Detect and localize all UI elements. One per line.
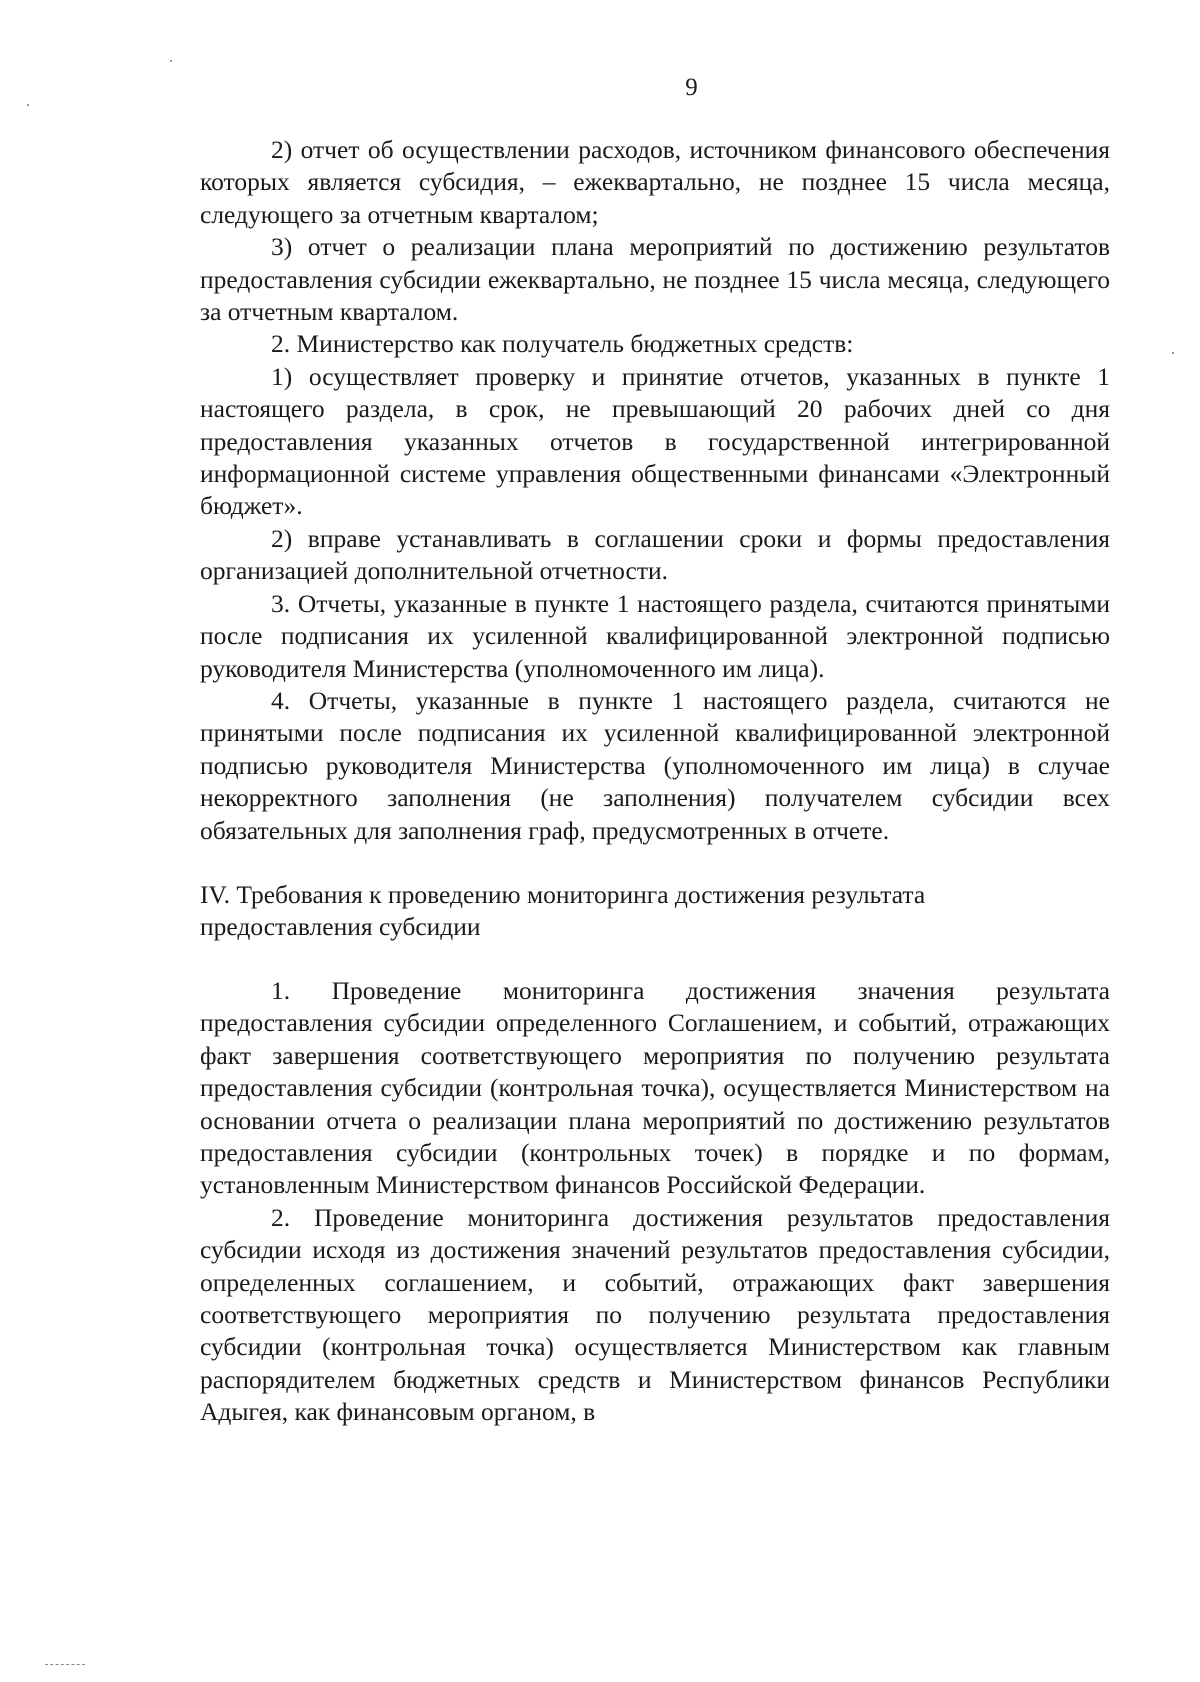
page-number: 9 bbox=[685, 74, 698, 101]
scan-speck bbox=[1172, 352, 1174, 354]
paragraph: 3. Отчеты, указанные в пункте 1 настоящего раздела, считаются принятыми после подписания их усиленной квалифицированной электронной подписью руководителя Министерства (уполномоченного им лица). bbox=[200, 588, 1110, 683]
paragraph: 4. Отчеты, указанные в пункте 1 настоящего раздела, считаются не принятыми после подписания их усиленной квалифицированной электронной подписью руководителя Министерства (уполномоченного им лица) в случае некорректного заполнения (не заполнения) получателем субсидии всех обязательных для заполнения граф, предусмотренных в отчете. bbox=[200, 685, 1110, 845]
scan-artifact bbox=[45, 1664, 85, 1667]
paragraph: 3) отчет о реализации плана мероприятий по достижению результатов предоставления субсидии ежеквартально, не позднее 15 числа месяца, следующего за отчетным кварталом. bbox=[200, 232, 1110, 327]
document-body bbox=[200, 134, 1110, 1429]
section-heading bbox=[200, 879, 1110, 943]
scan-speck bbox=[170, 60, 172, 62]
section-heading-line: IV. Требования к проведению мониторинга достижения результата bbox=[200, 879, 926, 909]
scan-speck bbox=[27, 104, 29, 106]
paragraph: 1. Проведение мониторинга достижения значения результата предоставления субсидии определенного Соглашением, и событий, отражающих факт завершения соответствующего мероприятия по получению результата предоставления субсидии (контрольная точка), осуществляется Министерством на основании отчета о реализации плана мероприятий по достижению результатов предоставления субсидии (контрольных точек) в порядке и по формам, установленным Министерством финансов Российской Федерации. bbox=[200, 975, 1110, 1200]
paragraph: 2) отчет об осуществлении расходов, источником финансового обеспечения которых является субсидия, – ежеквартально, не позднее 15 числа месяца, следующего за отчетным кварталом; bbox=[200, 135, 1110, 229]
section-heading-line: предоставления субсидии bbox=[200, 911, 481, 941]
paragraph: 2. Министерство как получатель бюджетных средств: bbox=[271, 329, 854, 359]
paragraph: 2) вправе устанавливать в соглашении сроки и формы предоставления организацией дополнительной отчетности. bbox=[200, 523, 1110, 586]
paragraph: 1) осуществляет проверку и принятие отчетов, указанных в пункте 1 настоящего раздела, в срок, не превышающий 20 рабочих дней со дня предоставления указанных отчетов в государственной интегрированной информационной системе управления общественными финансами «Электронный бюджет». bbox=[200, 361, 1110, 521]
paragraph: 2. Проведение мониторинга достижения результатов предоставления субсидии исходя из достижения значений результатов предоставления субсидии, определенных соглашением, и событий, отражающих факт завершения соответствующего мероприятия по получению результата предоставления субсидии (контрольная точка) осуществляется Министерством как главным распорядителем бюджетных средств и Министерством финансов Республики Адыгея, как финансовым органом, в bbox=[200, 1202, 1110, 1427]
